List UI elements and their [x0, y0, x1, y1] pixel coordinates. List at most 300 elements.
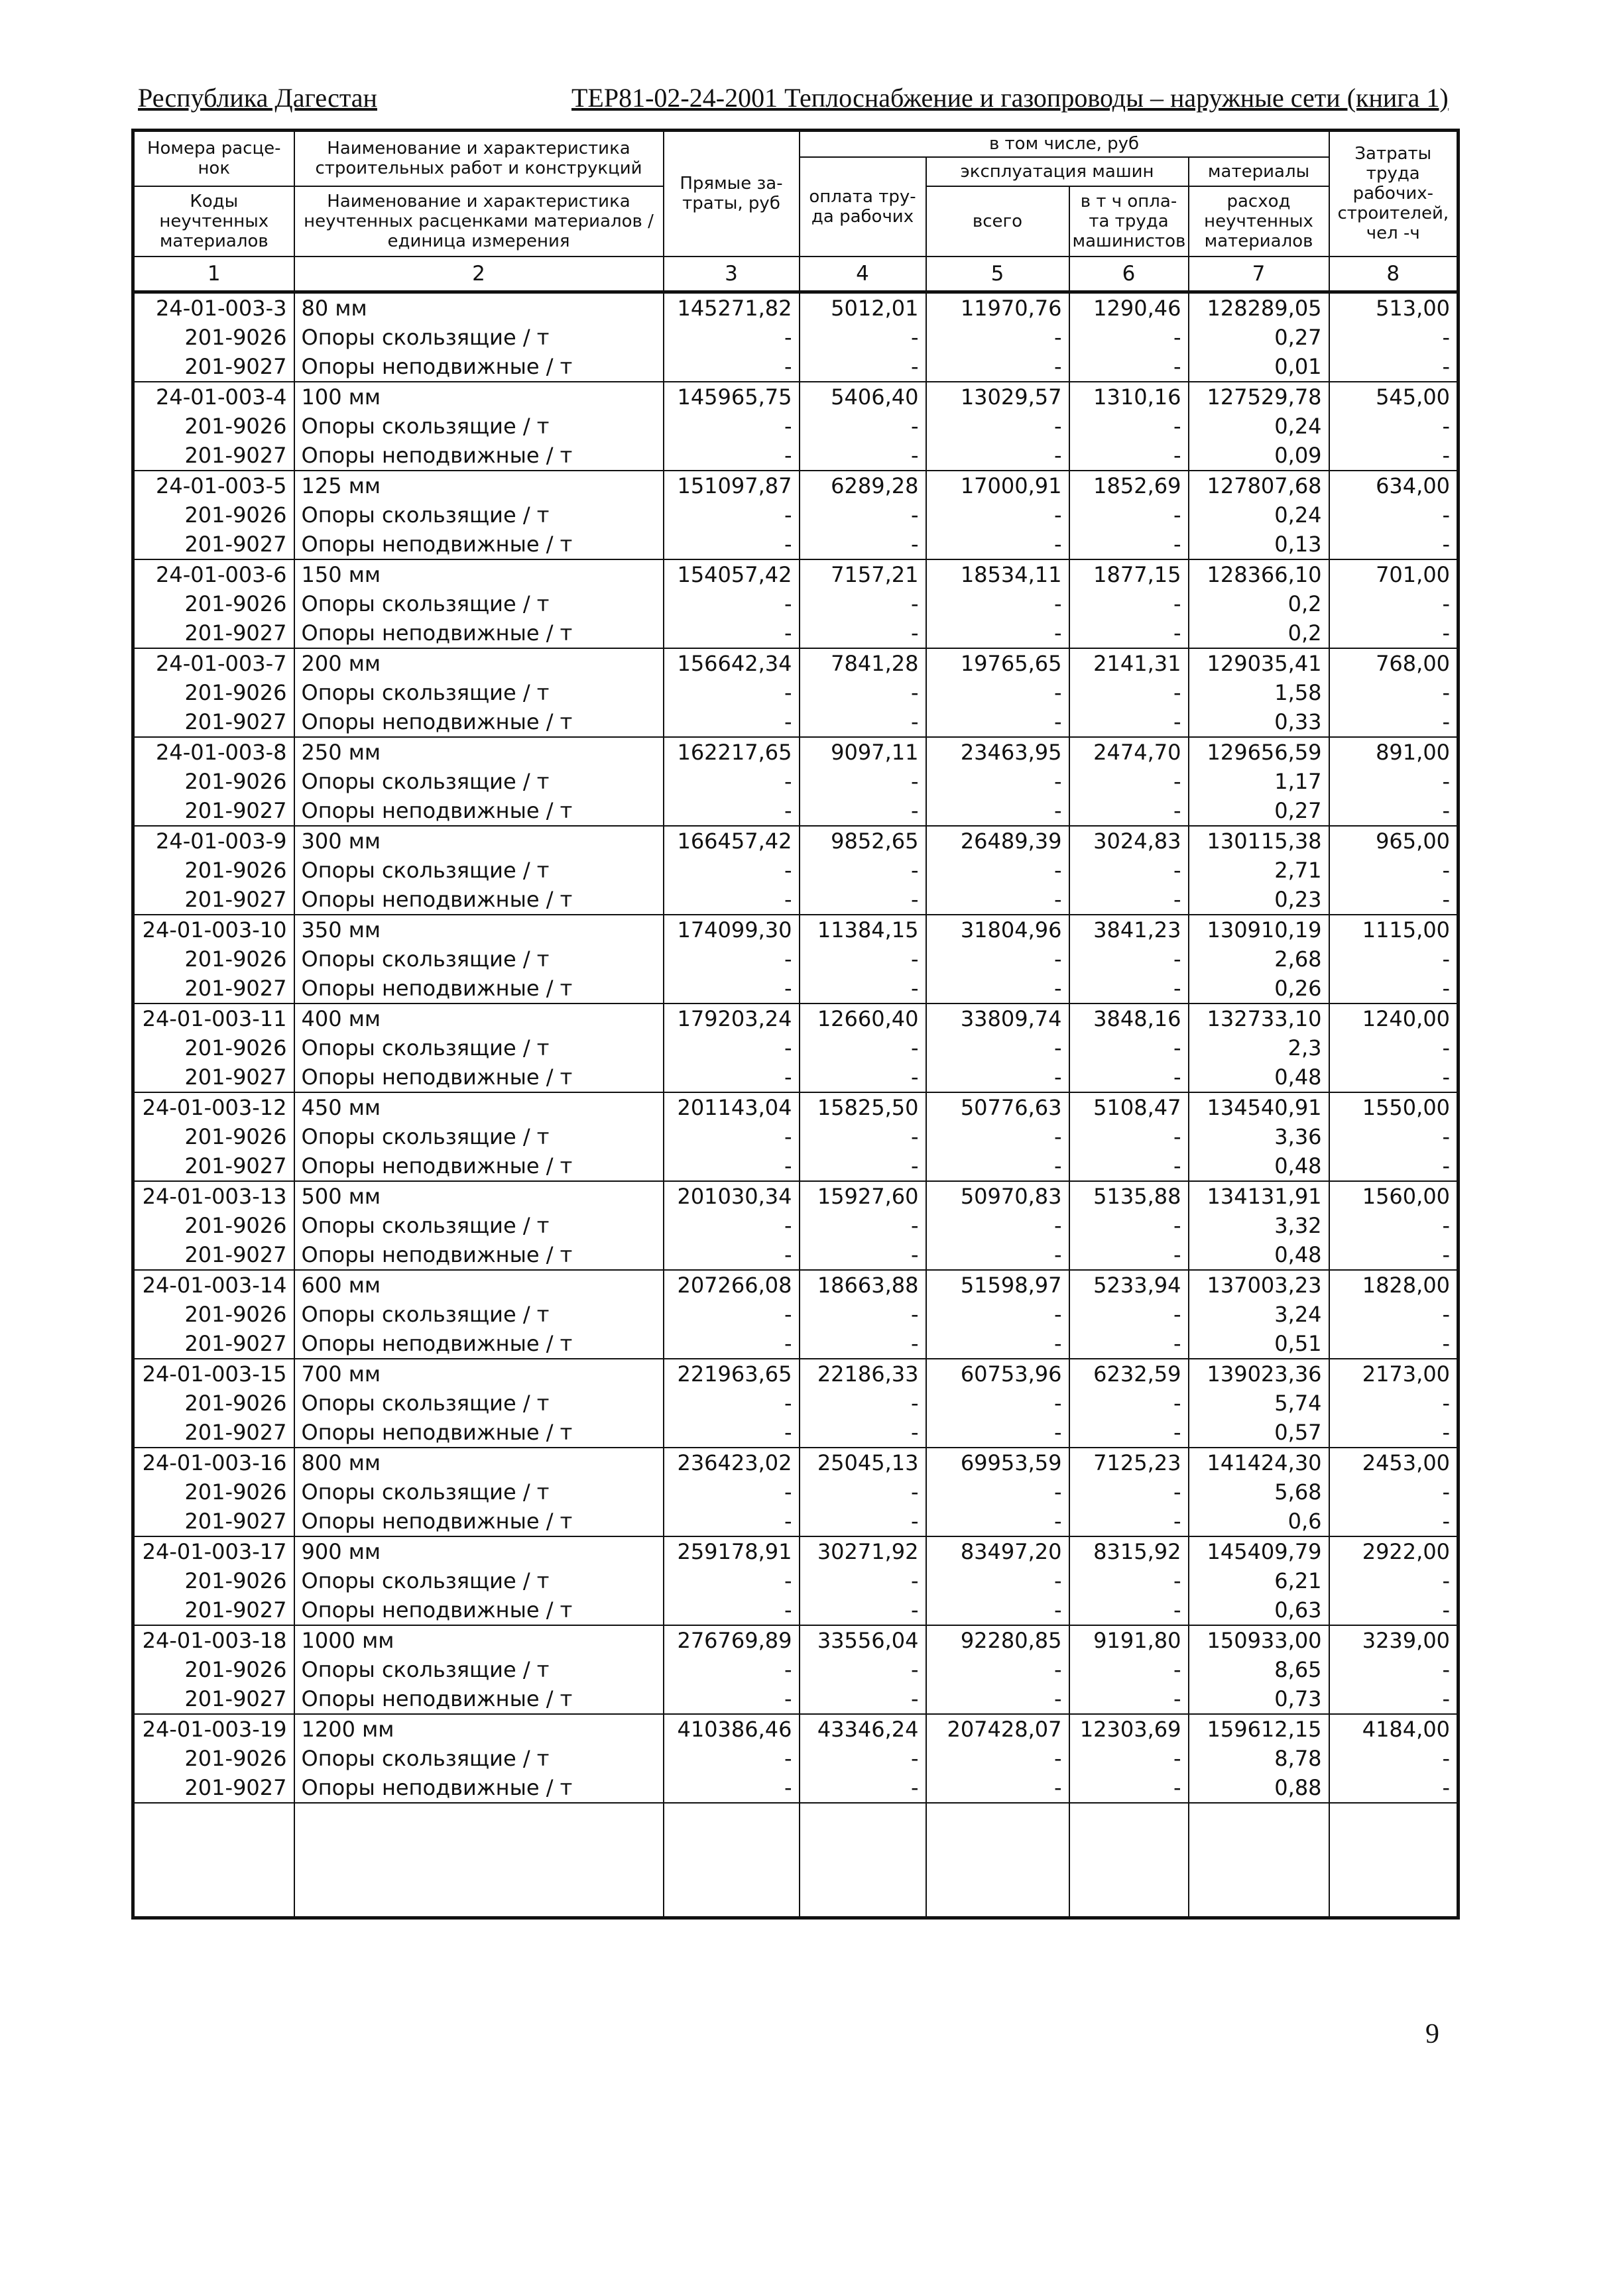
col2-bottom-header: Наименование и характеристика неучтенных расценками материалов / единица измерения — [294, 186, 664, 257]
rate-row — [133, 292, 1459, 323]
labor-hours: 1115,00 — [1329, 915, 1459, 945]
empty-cell — [294, 1803, 664, 1918]
material-name: Опоры неподвижные / т — [294, 885, 664, 915]
dash-cell: - — [800, 1211, 926, 1240]
rate-row — [133, 1536, 1459, 1566]
material-quantity: 5,68 — [1189, 1477, 1329, 1507]
dash-cell: - — [926, 1684, 1069, 1714]
material-code: 201-9026 — [133, 1655, 294, 1684]
dash-cell: - — [1069, 974, 1189, 1004]
materials-cost: 132733,10 — [1189, 1004, 1329, 1033]
labor-cost: 25045,13 — [800, 1448, 926, 1477]
dash-cell: - — [1069, 1477, 1189, 1507]
material-code: 201-9027 — [133, 1418, 294, 1448]
dash-cell: - — [800, 1773, 926, 1803]
rate-row — [133, 471, 1459, 500]
rate-name: 200 мм — [294, 648, 664, 678]
materials-cost: 139023,36 — [1189, 1359, 1329, 1389]
labor-hours: 768,00 — [1329, 648, 1459, 678]
material-row — [133, 618, 1459, 648]
material-row — [133, 1033, 1459, 1062]
labor-cost: 7841,28 — [800, 648, 926, 678]
rate-name: 250 мм — [294, 737, 664, 767]
material-row — [133, 1300, 1459, 1329]
labor-cost: 15927,60 — [800, 1181, 926, 1211]
dash-cell: - — [1069, 678, 1189, 707]
dash-cell: - — [664, 530, 800, 559]
dash-cell: - — [1329, 1062, 1459, 1092]
material-quantity: 1,17 — [1189, 767, 1329, 796]
dash-cell: - — [1329, 678, 1459, 707]
col3-header: Прямые за-траты, руб — [664, 131, 800, 257]
labor-hours: 513,00 — [1329, 292, 1459, 323]
dash-cell: - — [926, 767, 1069, 796]
material-quantity: 0,27 — [1189, 323, 1329, 352]
dash-cell: - — [1329, 1033, 1459, 1062]
dash-cell: - — [664, 352, 800, 382]
materials-cost: 137003,23 — [1189, 1270, 1329, 1300]
material-name: Опоры неподвижные / т — [294, 618, 664, 648]
material-code: 201-9026 — [133, 1744, 294, 1773]
rate-code: 24-01-003-6 — [133, 559, 294, 589]
material-quantity: 0,51 — [1189, 1329, 1329, 1359]
dash-cell: - — [1329, 1773, 1459, 1803]
dash-cell: - — [800, 974, 926, 1004]
dash-cell: - — [926, 1507, 1069, 1536]
dash-cell: - — [926, 589, 1069, 618]
materials-cost: 130115,38 — [1189, 826, 1329, 856]
material-code: 201-9027 — [133, 618, 294, 648]
dash-cell: - — [800, 530, 926, 559]
materials-cost: 127529,78 — [1189, 382, 1329, 412]
material-code: 201-9026 — [133, 323, 294, 352]
dash-cell: - — [800, 1240, 926, 1270]
machine-cost: 23463,95 — [926, 737, 1069, 767]
dash-cell: - — [926, 1122, 1069, 1151]
dash-cell: - — [1069, 1744, 1189, 1773]
empty-cell — [1069, 1803, 1189, 1918]
labor-cost: 22186,33 — [800, 1359, 926, 1389]
machine-cost: 69953,59 — [926, 1448, 1069, 1477]
material-name: Опоры неподвижные / т — [294, 1684, 664, 1714]
dash-cell: - — [1069, 323, 1189, 352]
material-row — [133, 1773, 1459, 1803]
material-name: Опоры скользящие / т — [294, 323, 664, 352]
material-quantity: 0,26 — [1189, 974, 1329, 1004]
dash-cell: - — [1329, 1122, 1459, 1151]
material-row — [133, 1744, 1459, 1773]
material-row — [133, 1507, 1459, 1536]
material-name: Опоры неподвижные / т — [294, 1507, 664, 1536]
rate-code: 24-01-003-18 — [133, 1625, 294, 1655]
machine-cost: 13029,57 — [926, 382, 1069, 412]
dash-cell: - — [800, 352, 926, 382]
dash-cell: - — [664, 1684, 800, 1714]
material-code: 201-9027 — [133, 1240, 294, 1270]
dash-cell: - — [1069, 1033, 1189, 1062]
dash-cell: - — [926, 856, 1069, 885]
material-code: 201-9026 — [133, 1300, 294, 1329]
labor-hours: 4184,00 — [1329, 1714, 1459, 1744]
rate-name: 600 мм — [294, 1270, 664, 1300]
machinist-labor-cost: 9191,80 — [1069, 1625, 1189, 1655]
material-code: 201-9027 — [133, 1773, 294, 1803]
rate-row — [133, 1181, 1459, 1211]
dash-cell: - — [1069, 796, 1189, 826]
dash-cell: - — [664, 441, 800, 471]
direct-cost: 145271,82 — [664, 292, 800, 323]
material-name: Опоры скользящие / т — [294, 1211, 664, 1240]
material-code: 201-9026 — [133, 1566, 294, 1595]
dash-cell: - — [800, 1566, 926, 1595]
material-name: Опоры скользящие / т — [294, 1477, 664, 1507]
material-quantity: 0,88 — [1189, 1773, 1329, 1803]
column-number: 1 — [133, 257, 294, 292]
material-code: 201-9026 — [133, 589, 294, 618]
rate-code: 24-01-003-8 — [133, 737, 294, 767]
direct-cost: 276769,89 — [664, 1625, 800, 1655]
dash-cell: - — [1069, 856, 1189, 885]
dash-cell: - — [800, 441, 926, 471]
labor-hours: 1550,00 — [1329, 1092, 1459, 1122]
material-row — [133, 1595, 1459, 1625]
dash-cell: - — [1069, 618, 1189, 648]
group-header: в том числе, руб — [800, 131, 1329, 157]
material-quantity: 2,71 — [1189, 856, 1329, 885]
rate-row — [133, 1714, 1459, 1744]
rate-code: 24-01-003-19 — [133, 1714, 294, 1744]
dash-cell: - — [664, 1122, 800, 1151]
rate-row — [133, 915, 1459, 945]
labor-hours: 701,00 — [1329, 559, 1459, 589]
dash-cell: - — [926, 1744, 1069, 1773]
dash-cell: - — [1329, 1655, 1459, 1684]
dash-cell: - — [1329, 1300, 1459, 1329]
machinist-labor-cost: 3024,83 — [1069, 826, 1189, 856]
machinist-labor-cost: 3841,23 — [1069, 915, 1189, 945]
dash-cell: - — [926, 1033, 1069, 1062]
machine-cost: 83497,20 — [926, 1536, 1069, 1566]
machine-cost: 92280,85 — [926, 1625, 1069, 1655]
labor-hours: 1240,00 — [1329, 1004, 1459, 1033]
dash-cell: - — [1069, 1418, 1189, 1448]
material-quantity: 5,74 — [1189, 1389, 1329, 1418]
material-name: Опоры неподвижные / т — [294, 1329, 664, 1359]
rate-code: 24-01-003-4 — [133, 382, 294, 412]
dash-cell: - — [664, 618, 800, 648]
dash-cell: - — [926, 352, 1069, 382]
machinist-labor-cost: 8315,92 — [1069, 1536, 1189, 1566]
dash-cell: - — [664, 856, 800, 885]
dash-cell: - — [926, 412, 1069, 441]
material-row — [133, 707, 1459, 737]
dash-cell: - — [1069, 352, 1189, 382]
labor-hours: 965,00 — [1329, 826, 1459, 856]
material-name: Опоры скользящие / т — [294, 1300, 664, 1329]
labor-cost: 6289,28 — [800, 471, 926, 500]
dash-cell: - — [1329, 323, 1459, 352]
materials-cost: 128289,05 — [1189, 292, 1329, 323]
dash-cell: - — [800, 1062, 926, 1092]
material-row — [133, 1062, 1459, 1092]
rate-name: 500 мм — [294, 1181, 664, 1211]
dash-cell: - — [1329, 1477, 1459, 1507]
material-name: Опоры скользящие / т — [294, 1566, 664, 1595]
dash-cell: - — [800, 796, 926, 826]
dash-cell: - — [1329, 974, 1459, 1004]
material-code: 201-9027 — [133, 1595, 294, 1625]
machinist-labor-cost: 1877,15 — [1069, 559, 1189, 589]
dash-cell: - — [800, 618, 926, 648]
dash-cell: - — [800, 589, 926, 618]
material-quantity: 1,58 — [1189, 678, 1329, 707]
machinist-labor-cost: 5135,88 — [1069, 1181, 1189, 1211]
material-quantity: 0,48 — [1189, 1062, 1329, 1092]
empty-row — [133, 1803, 1459, 1918]
dash-cell: - — [926, 441, 1069, 471]
direct-cost: 221963,65 — [664, 1359, 800, 1389]
dash-cell: - — [1329, 618, 1459, 648]
materials-cost: 128366,10 — [1189, 559, 1329, 589]
rate-code: 24-01-003-9 — [133, 826, 294, 856]
machinist-labor-cost: 5233,94 — [1069, 1270, 1189, 1300]
dash-cell: - — [926, 1300, 1069, 1329]
dash-cell: - — [800, 767, 926, 796]
dash-cell: - — [664, 1389, 800, 1418]
rate-code: 24-01-003-12 — [133, 1092, 294, 1122]
dash-cell: - — [926, 974, 1069, 1004]
material-quantity: 3,24 — [1189, 1300, 1329, 1329]
material-code: 201-9026 — [133, 945, 294, 974]
material-quantity: 0,2 — [1189, 589, 1329, 618]
machinist-labor-cost: 5108,47 — [1069, 1092, 1189, 1122]
machinist-labor-cost: 7125,23 — [1069, 1448, 1189, 1477]
labor-cost: 12660,40 — [800, 1004, 926, 1033]
labor-hours: 891,00 — [1329, 737, 1459, 767]
dash-cell: - — [664, 1033, 800, 1062]
dash-cell: - — [926, 1477, 1069, 1507]
material-quantity: 0,24 — [1189, 412, 1329, 441]
dash-cell: - — [664, 767, 800, 796]
dash-cell: - — [1329, 856, 1459, 885]
dash-cell: - — [926, 1655, 1069, 1684]
material-name: Опоры неподвижные / т — [294, 441, 664, 471]
labor-hours: 1560,00 — [1329, 1181, 1459, 1211]
material-quantity: 0,2 — [1189, 618, 1329, 648]
rate-name: 450 мм — [294, 1092, 664, 1122]
material-row — [133, 856, 1459, 885]
dash-cell: - — [664, 796, 800, 826]
direct-cost: 236423,02 — [664, 1448, 800, 1477]
dash-cell: - — [926, 796, 1069, 826]
direct-cost: 162217,65 — [664, 737, 800, 767]
machine-cost: 207428,07 — [926, 1714, 1069, 1744]
column-number: 3 — [664, 257, 800, 292]
machinist-labor-cost: 6232,59 — [1069, 1359, 1189, 1389]
labor-hours: 1828,00 — [1329, 1270, 1459, 1300]
document-title: ТЕР81-02-24-2001 Теплоснабжение и газопроводы – наружные сети (книга 1) — [571, 83, 1449, 113]
machinist-labor-cost: 1852,69 — [1069, 471, 1189, 500]
machine-cost: 17000,91 — [926, 471, 1069, 500]
dash-cell: - — [1069, 412, 1189, 441]
labor-hours: 634,00 — [1329, 471, 1459, 500]
machinist-labor-cost: 1310,16 — [1069, 382, 1189, 412]
material-code: 201-9027 — [133, 974, 294, 1004]
dash-cell: - — [1329, 1684, 1459, 1714]
dash-cell: - — [1329, 1389, 1459, 1418]
dash-cell: - — [1069, 945, 1189, 974]
material-code: 201-9026 — [133, 767, 294, 796]
dash-cell: - — [1069, 1684, 1189, 1714]
material-name: Опоры неподвижные / т — [294, 1595, 664, 1625]
dash-cell: - — [664, 885, 800, 915]
material-code: 201-9027 — [133, 1507, 294, 1536]
material-name: Опоры скользящие / т — [294, 767, 664, 796]
dash-cell: - — [1069, 1062, 1189, 1092]
dash-cell: - — [926, 530, 1069, 559]
dash-cell: - — [1069, 1773, 1189, 1803]
material-row — [133, 1684, 1459, 1714]
material-quantity: 0,27 — [1189, 796, 1329, 826]
dash-cell: - — [1329, 1418, 1459, 1448]
dash-cell: - — [926, 1418, 1069, 1448]
materials-header: материалы — [1189, 157, 1329, 186]
rate-code: 24-01-003-14 — [133, 1270, 294, 1300]
materials-cost: 130910,19 — [1189, 915, 1329, 945]
dash-cell: - — [800, 412, 926, 441]
material-code: 201-9026 — [133, 1389, 294, 1418]
rates-table — [131, 129, 1460, 1920]
rate-code: 24-01-003-11 — [133, 1004, 294, 1033]
labor-cost: 9097,11 — [800, 737, 926, 767]
rate-name: 350 мм — [294, 915, 664, 945]
material-row — [133, 945, 1459, 974]
labor-cost: 5406,40 — [800, 382, 926, 412]
dash-cell: - — [800, 323, 926, 352]
material-code: 201-9027 — [133, 1151, 294, 1181]
rate-code: 24-01-003-15 — [133, 1359, 294, 1389]
column-number: 4 — [800, 257, 926, 292]
machine-cost: 19765,65 — [926, 648, 1069, 678]
material-quantity: 0,33 — [1189, 707, 1329, 737]
material-code: 201-9026 — [133, 412, 294, 441]
dash-cell: - — [1069, 1122, 1189, 1151]
dash-cell: - — [1069, 1389, 1189, 1418]
dash-cell: - — [926, 678, 1069, 707]
rate-code: 24-01-003-3 — [133, 292, 294, 323]
machines-header: эксплуатация машин — [926, 157, 1189, 186]
dash-cell: - — [1069, 530, 1189, 559]
table-header — [133, 131, 1459, 292]
dash-cell: - — [800, 1122, 926, 1151]
material-name: Опоры неподвижные / т — [294, 1773, 664, 1803]
material-code: 201-9026 — [133, 1477, 294, 1507]
dash-cell: - — [664, 1151, 800, 1181]
material-code: 201-9027 — [133, 707, 294, 737]
dash-cell: - — [926, 1329, 1069, 1359]
col1-top-header: Номера расце-нок — [133, 131, 294, 186]
material-row — [133, 589, 1459, 618]
material-row — [133, 323, 1459, 352]
rate-name: 125 мм — [294, 471, 664, 500]
material-name: Опоры неподвижные / т — [294, 796, 664, 826]
rate-row — [133, 1625, 1459, 1655]
material-quantity: 8,78 — [1189, 1744, 1329, 1773]
column-number: 6 — [1069, 257, 1189, 292]
dash-cell: - — [926, 1595, 1069, 1625]
labor-hours: 2922,00 — [1329, 1536, 1459, 1566]
machinist-labor-cost: 2141,31 — [1069, 648, 1189, 678]
dash-cell: - — [1329, 1566, 1459, 1595]
material-code: 201-9026 — [133, 856, 294, 885]
dash-cell: - — [1329, 885, 1459, 915]
dash-cell: - — [926, 1566, 1069, 1595]
dash-cell: - — [1329, 589, 1459, 618]
dash-cell: - — [1069, 500, 1189, 530]
direct-cost: 201143,04 — [664, 1092, 800, 1122]
material-name: Опоры скользящие / т — [294, 678, 664, 707]
labor-cost: 9852,65 — [800, 826, 926, 856]
materials-cost: 141424,30 — [1189, 1448, 1329, 1477]
material-code: 201-9027 — [133, 441, 294, 471]
labor-cost: 5012,01 — [800, 292, 926, 323]
dash-cell: - — [800, 1389, 926, 1418]
labor-cost: 15825,50 — [800, 1092, 926, 1122]
rate-row — [133, 559, 1459, 589]
direct-cost: 174099,30 — [664, 915, 800, 945]
rate-name: 1200 мм — [294, 1714, 664, 1744]
col7-header: расход неучтенных материалов — [1189, 186, 1329, 257]
dash-cell: - — [664, 945, 800, 974]
machine-cost: 11970,76 — [926, 292, 1069, 323]
column-number-row — [133, 257, 1459, 292]
dash-cell: - — [926, 945, 1069, 974]
dash-cell: - — [1329, 1151, 1459, 1181]
dash-cell: - — [1069, 885, 1189, 915]
rate-name: 900 мм — [294, 1536, 664, 1566]
material-row — [133, 500, 1459, 530]
direct-cost: 156642,34 — [664, 648, 800, 678]
rate-row — [133, 1004, 1459, 1033]
material-row — [133, 1329, 1459, 1359]
rate-name: 80 мм — [294, 292, 664, 323]
machine-cost: 50776,63 — [926, 1092, 1069, 1122]
dash-cell: - — [800, 856, 926, 885]
machinist-labor-cost: 3848,16 — [1069, 1004, 1189, 1033]
machine-cost: 50970,83 — [926, 1181, 1069, 1211]
labor-hours: 545,00 — [1329, 382, 1459, 412]
rate-code: 24-01-003-10 — [133, 915, 294, 945]
dash-cell: - — [1329, 441, 1459, 471]
dash-cell: - — [664, 1477, 800, 1507]
labor-cost: 43346,24 — [800, 1714, 926, 1744]
rate-name: 300 мм — [294, 826, 664, 856]
dash-cell: - — [664, 500, 800, 530]
material-code: 201-9027 — [133, 885, 294, 915]
labor-hours: 2173,00 — [1329, 1359, 1459, 1389]
dash-cell: - — [1329, 1240, 1459, 1270]
material-row — [133, 1122, 1459, 1151]
rate-code: 24-01-003-17 — [133, 1536, 294, 1566]
dash-cell: - — [664, 412, 800, 441]
table-body — [133, 292, 1459, 1918]
machinist-labor-cost: 12303,69 — [1069, 1714, 1189, 1744]
rate-row — [133, 1359, 1459, 1389]
materials-cost: 129035,41 — [1189, 648, 1329, 678]
material-quantity: 0,01 — [1189, 352, 1329, 382]
page-number: 9 — [1425, 2019, 1439, 2049]
dash-cell: - — [1069, 1300, 1189, 1329]
